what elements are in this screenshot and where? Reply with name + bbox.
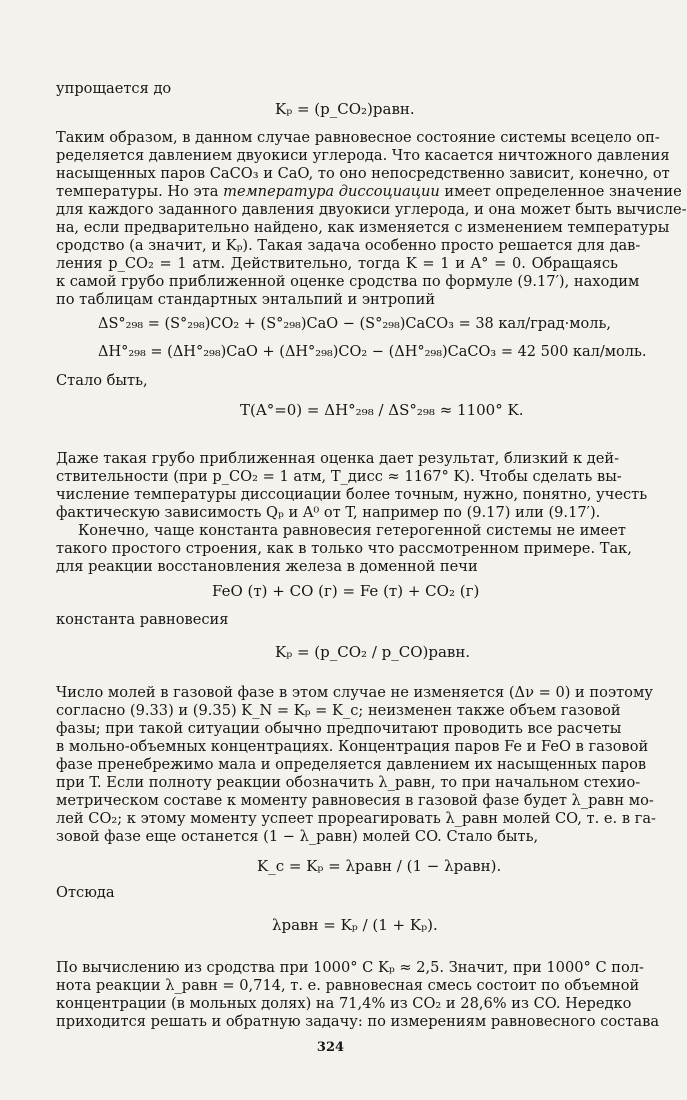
text-line: зовой фазе еще останется (1 − λ_равн) молей CO. Стало быть, xyxy=(56,828,539,845)
italic-term: температура диссоциации xyxy=(223,183,440,200)
text-line: согласно (9.33) и (9.35) K_N = Kₚ = K_c; неизменен также объем газовой xyxy=(56,702,621,719)
text-line: нота реакции λ_равн = 0,714, т. е. равновесная смесь состоит по объемной xyxy=(56,977,640,994)
text-line: концентрации (в мольных долях) на 71,4% из CO₂ и 28,6% из CO. Нередко xyxy=(56,995,632,1012)
equation-delta-s: ΔS°₂₉₈ = (S°₂₉₈)CO₂ + (S°₂₉₈)CaO − (S°₂₉₈)CaCO₃ = 38 кал/град·моль, xyxy=(98,316,611,332)
text-line: фазы; при такой ситуации обычно предпочитают проводить все расчеты xyxy=(56,720,622,737)
text-line: ределяется давлением двуокиси углерода. Что касается ничтожного давления xyxy=(56,147,670,164)
text-line: Стало быть, xyxy=(56,372,148,389)
text-line: для каждого заданного давления двуокиси углерода, и она может быть вычисле- xyxy=(56,201,687,218)
text-line: Отсюда xyxy=(56,884,115,901)
text-line: сродство (а значит, и Kₚ). Такая задача особенно просто решается для дав- xyxy=(56,237,641,254)
text-line: к самой грубо приближенной оценке сродства по формуле (9.17′), находим xyxy=(56,273,640,290)
text-line: фактическую зависимость Qₚ и A⁰ от T, например по (9.17) или (9.17′). xyxy=(56,504,601,521)
equation-lambda-kp: λравн = Kₚ / (1 + Kₚ). xyxy=(272,916,438,934)
page-number: 324 xyxy=(316,1040,345,1055)
text-line: такого простого строения, как в только что рассмотренном примере. Так, xyxy=(56,540,632,557)
text-line: в мольно-объемных концентрациях. Концентрация паров Fe и FeO в газовой xyxy=(56,738,649,755)
text-line: метрическом составе к моменту равновесия в газовой фазе будет λ_равн мо- xyxy=(56,792,654,809)
equation-kp-ratio: Kₚ = (p_CO₂ / p_CO)равн. xyxy=(275,643,471,661)
text-line: По вычислению из сродства при 1000° C Kₚ ≈ 2,5. Значит, при 1000° C пол- xyxy=(56,959,644,976)
equation-kc-lambda: K_c = Kₚ = λравн / (1 − λравн). xyxy=(257,857,502,875)
equation-kp-pco2: Kₚ = (p_CO₂)равн. xyxy=(275,100,415,118)
text-line: Число молей в газовой фазе в этом случае не изменяется (Δν = 0) и поэтому xyxy=(56,684,653,701)
equation-dissociation-temperature: T(A°=0) = ΔH°₂₉₈ / ΔS°₂₉₈ ≈ 1100° K. xyxy=(240,401,524,419)
text-line: фазе пренебрежимо мала и определяется давлением их насыщенных паров xyxy=(56,756,647,773)
text-line: числение температуры диссоциации более точным, нужно, понятно, учесть xyxy=(56,486,648,503)
text-line: Конечно, чаще константа равновесия гетерогенной системы не имеет xyxy=(78,522,626,539)
text-line: лей CO₂; к этому моменту успеет прореагировать λ_равн молей CO, т. е. в га- xyxy=(56,810,656,827)
equation-delta-h: ΔH°₂₉₈ = (ΔH°₂₉₈)CaO + (ΔH°₂₉₈)CO₂ − (ΔH°₂₉₈)CaCO₃ = 42 500 кал/моль. xyxy=(98,344,647,360)
text-line: константа равновесия xyxy=(56,611,229,628)
text-line: по таблицам стандартных энтальпий и энтропий xyxy=(56,291,436,308)
text-line: для реакции восстановления железа в доменной печи xyxy=(56,558,478,575)
equation-iron-reduction: FeO (т) + CO (г) = Fe (т) + CO₂ (г) xyxy=(212,582,480,600)
text-line: Даже такая грубо приближенная оценка дает результат, близкий к дей- xyxy=(56,450,620,467)
text-line: температуры. Но эта температура диссоциации имеет определенное значение xyxy=(56,183,682,200)
text-line: при T. Если полноту реакции обозначить λ_равн, то при начальном стехио- xyxy=(56,774,641,791)
text-line: упрощается до xyxy=(56,80,172,97)
text-line: Таким образом, в данном случае равновесное состояние системы всецело оп- xyxy=(56,129,660,146)
text-line: ствительности (при p_CO₂ = 1 атм, T_дисс ≈ 1167° K). Чтобы сделать вы- xyxy=(56,468,622,485)
text-line: приходится решать и обратную задачу: по измерениям равновесного состава xyxy=(56,1013,660,1030)
text-line: ления p_CO₂ = 1 атм. Действительно, тогда K = 1 и A° = 0. Обращаясь xyxy=(56,255,618,272)
text-line: на, если предварительно найдено, как изменяется с изменением температуры xyxy=(56,219,670,236)
text-line: насыщенных паров CaCO₃ и CaO, то оно непосредственно зависит, конечно, от xyxy=(56,165,670,182)
